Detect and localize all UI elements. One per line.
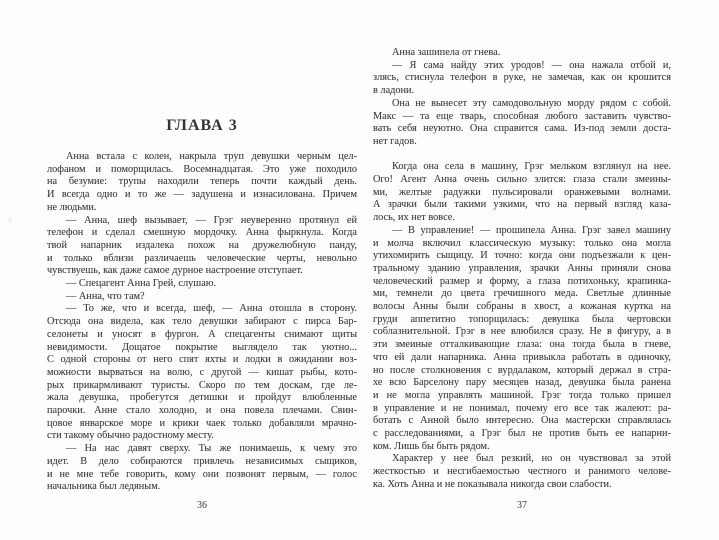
text-line: — В управление! — прошипела Анна. Грэг завел машину xyxy=(392,224,671,236)
text-line: — Спецагент Анна Грей, слушаю. xyxy=(66,278,217,290)
text-line: не людьми. xyxy=(47,201,97,213)
text-line: — То же, что и всегда, шеф, — Анна отошла в сторону. xyxy=(66,303,357,315)
text-line: в ладони. xyxy=(373,85,415,97)
text-line: можности вырваться на волю, с другой — кишат рыбы, кото- xyxy=(47,366,357,378)
text-line: начальника был ледяным. xyxy=(47,481,161,493)
paragraph xyxy=(47,278,357,291)
text-line: и только вблизи различаешь человеческие черты, невольно xyxy=(47,252,357,264)
text-line: — Я сама найду этих уродов! — она нажала отбой и, xyxy=(392,59,671,71)
text-line: соблазнительной. Грэг в нее влюбился сразу. Не в фигуру, а в xyxy=(373,326,671,338)
text-line: идет. В дело собираются привлечь независимых сыщиков, xyxy=(47,455,357,467)
text-line: в управление и не понимал, почему его все так жалеют: ра- xyxy=(373,402,671,414)
text-line: хе всю Барселону пару месяцев назад, девушка была ранена xyxy=(373,377,671,389)
text-line: жала девушка, пробегутся детишки и пройдут влюбленные xyxy=(47,392,357,404)
text-line: Макс — та еще тварь, способная любого заставить чувство- xyxy=(373,110,671,122)
text-line: ми, желтые радужки пульсировали оранжевыми волнами. xyxy=(373,186,671,198)
text-line: сти такому обычно радостному месту. xyxy=(47,430,214,442)
text-line: Характер у нее был резкий, но он чувствовал за этой xyxy=(392,453,671,465)
text-line: ботать с Анной было интересно. Она мастерски справлялась xyxy=(373,415,671,427)
text-line: рых прикармливают туристы. Скоро по тем доскам, где ле- xyxy=(47,379,357,391)
text-line: с расследованиями, а Грэг был не против быть ее напарни- xyxy=(373,428,671,440)
paragraph xyxy=(373,60,671,98)
paragraph xyxy=(373,98,671,149)
text-line: груди аппетитно топорщилась: девушка была чертовски xyxy=(373,313,671,325)
text-line: цовое январское море и крики чаек только добавляли мрачно- xyxy=(47,417,357,429)
paragraph xyxy=(47,443,357,494)
text-line: селонеты и уносят в фургон. А спецагенты снимают щиты xyxy=(47,328,357,340)
text-line: ком. Лишь бы быть рядом. xyxy=(373,440,490,452)
paragraph xyxy=(47,151,357,215)
text-line: Анна встала с колен, накрыла труп девушки черным цел- xyxy=(66,151,357,162)
text-line: но после столкновения с вурдалаком, который держал в стра- xyxy=(373,364,671,376)
text-line: тральному зданию управления, зрачки Анны приняли снова xyxy=(373,262,671,274)
text-line: И всегда одно и то же — задушена и изнасилована. Причем xyxy=(47,189,357,201)
text-line: — Анна, что там? xyxy=(66,290,145,302)
right-page-body xyxy=(373,47,671,492)
left-page-body xyxy=(47,151,357,494)
text-line: эти змеиные отталкивающие глаза: она тогда была в гневе, xyxy=(373,339,671,351)
paragraph xyxy=(373,161,671,225)
text-line: лось, их нет вовсе. xyxy=(373,212,455,224)
text-line: человеческий размер и форму, а глаза потихоньку, крапинка- xyxy=(373,275,671,287)
text-line: вать себя неуютно. Она справится сама. Из-под земли доста- xyxy=(373,123,671,135)
paragraph xyxy=(373,225,671,454)
paragraph xyxy=(373,47,671,60)
text-line: нет гадов. xyxy=(373,135,417,147)
text-line: ка. Хоть Анна и не показывала никогда свои слабости. xyxy=(373,478,612,490)
text-line: — Анна, шеф вызывает, — Грэг неуверенно протянул ей xyxy=(66,214,357,226)
text-line: Она не вынесет эту самодовольную морду рядом с собой. xyxy=(392,97,671,109)
text-line: на безумие: трупы находили теперь почти каждый день. xyxy=(47,176,357,188)
text-line: и молча включил классическую музыку: только она могла xyxy=(373,237,671,249)
text-line: парочки. Анне стало холодно, и она повела плечами. Свин- xyxy=(47,405,357,417)
text-line: волосы Анны были собраны в хвост, а кожаная куртка на xyxy=(373,301,671,313)
paragraph xyxy=(373,453,671,491)
page-number-left: 36 xyxy=(197,500,207,511)
text-line: и не могла управлять машиной. Грэг тогда только пришел xyxy=(373,389,671,401)
text-line: — На нас давят сверху. Ты же понимаешь, к чему это xyxy=(66,443,357,455)
text-line: Анна зашипела от гнева. xyxy=(392,47,501,58)
text-line: С одной стороны от него спят яхты и лодки в ожидании воз- xyxy=(47,354,357,366)
text-line: злясь, стиснула телефон в руке, не замечая, как он крошится xyxy=(373,72,671,84)
text-line: ми, темнели до цвета гречишного меда. Светлые длинные xyxy=(373,288,671,300)
text-line: и не мне тебе говорить, кому они позвонят первым, — голос xyxy=(47,468,357,480)
text-line: жесткостью и несгибаемостью честного и ранимого челове- xyxy=(373,466,671,478)
text-line: А зрачки были такими узкими, что на первый взгляд каза- xyxy=(373,199,671,211)
paragraph xyxy=(47,291,357,304)
text-line: утихомирить сыщицу. И точно: когда они подъезжали к цен- xyxy=(373,250,671,262)
chapter-heading: ГЛАВА 3 xyxy=(166,117,238,134)
text-line: что ей дали напарника. Анна привыкла работать в одиночку, xyxy=(373,351,671,363)
text-line: лофаном и поморщилась. Восемнадцатая. Это уже походило xyxy=(47,163,357,175)
text-line: невидимости. Дощатое покрытие выглядело так уютно... xyxy=(47,341,357,353)
text-line: Когда она села в машину, Грэг мельком взглянул на нее. xyxy=(392,161,671,173)
text-line: Ого! Агент Анна очень сильно злится: глаза стали змеины- xyxy=(373,174,671,186)
paragraph xyxy=(47,303,357,443)
text-line: телефон и сделал смешную мордочку. Анна фыркнула. Когда xyxy=(47,227,357,239)
paragraph xyxy=(47,215,357,279)
text-line: чувствуешь, как даже самое дурное настроение отступает. xyxy=(47,265,303,277)
scan-smudge xyxy=(8,216,12,223)
text-line: Отсюда она видела, как тело девушки забирают с пирса Бар- xyxy=(47,316,357,328)
page-number-right: 37 xyxy=(517,500,527,511)
text-line: твой напарник издалека похож на дружелюбную панду, xyxy=(47,239,357,251)
